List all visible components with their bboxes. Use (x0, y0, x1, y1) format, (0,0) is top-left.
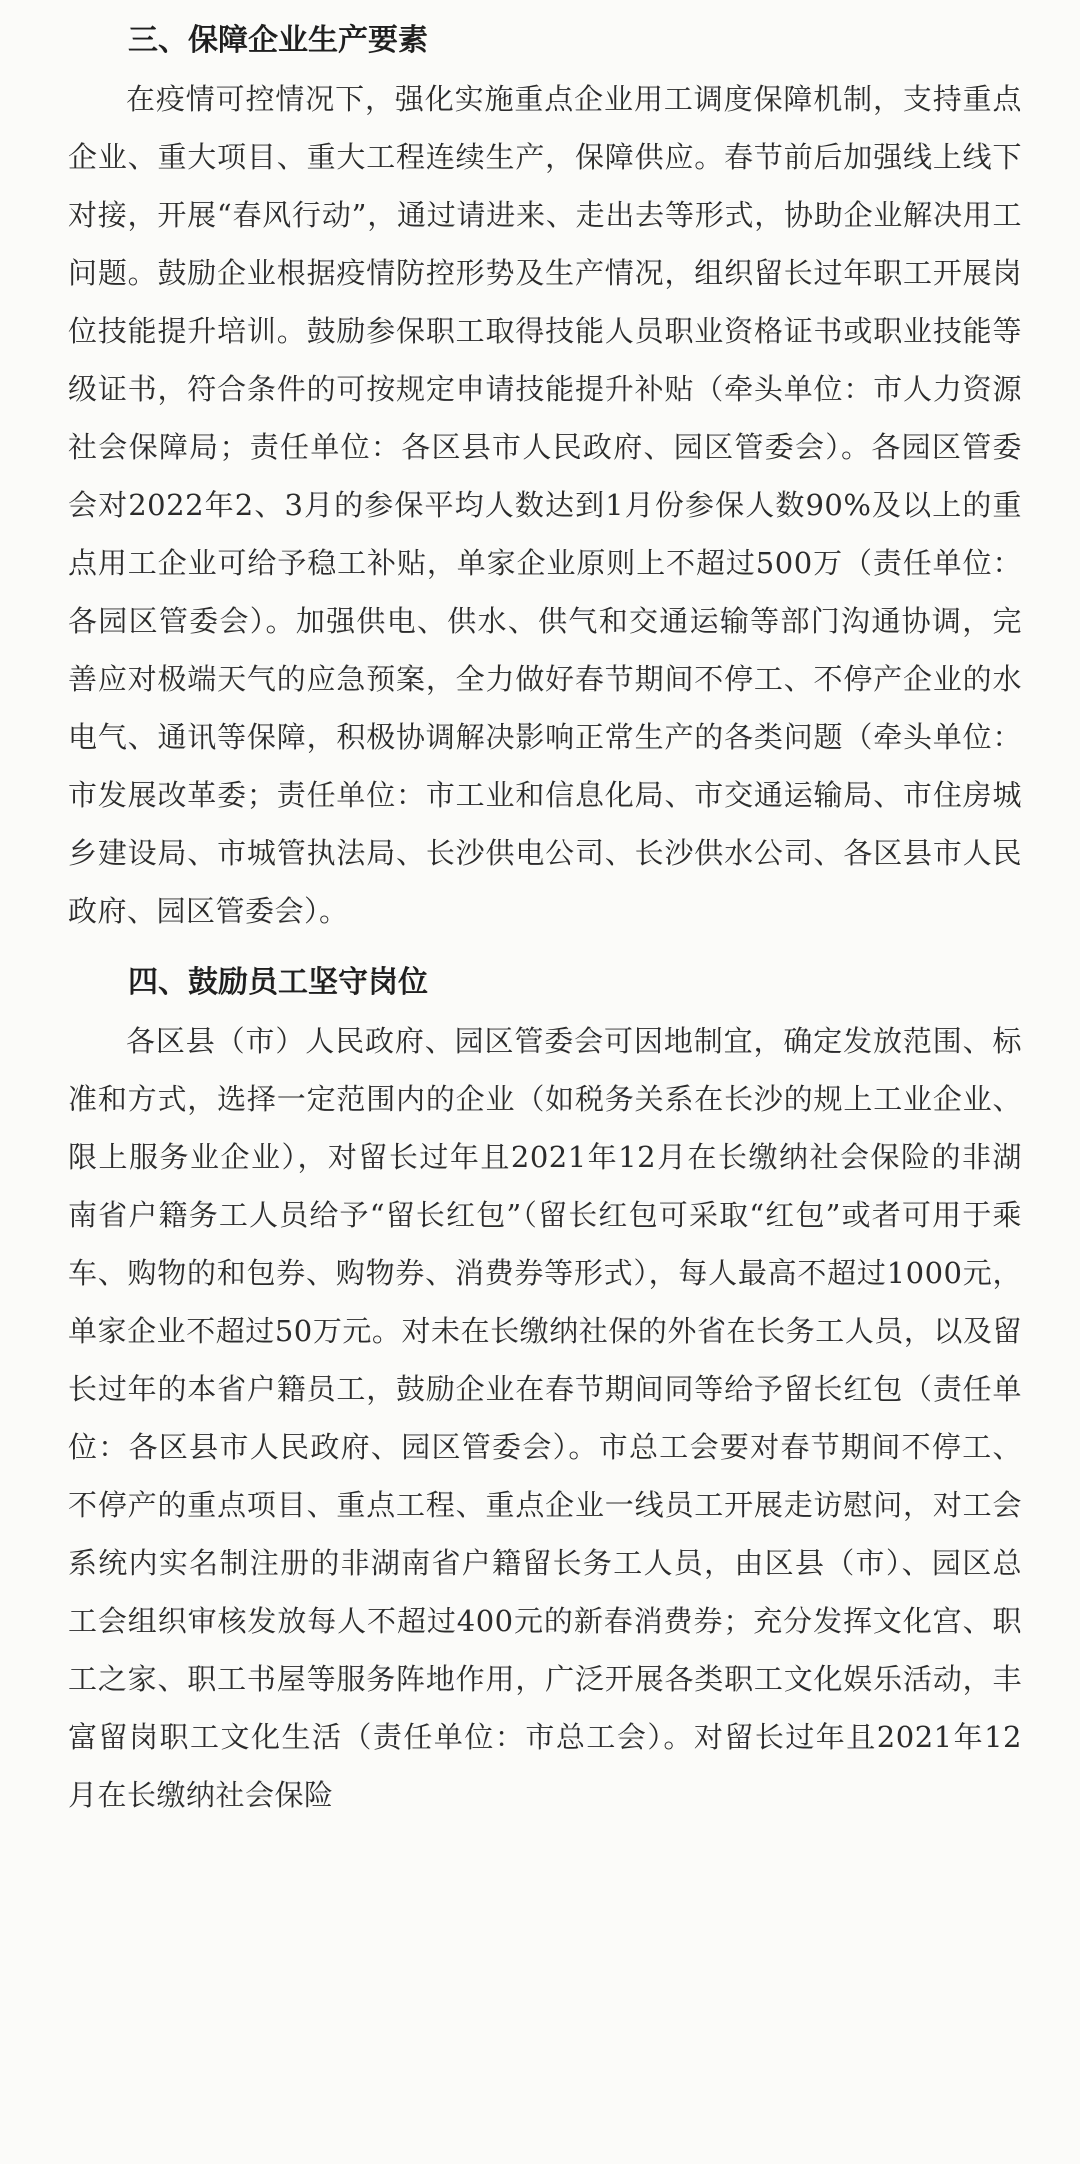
section-heading: 三、保障企业生产要素 (128, 23, 428, 58)
document-page (0, 12, 1080, 2164)
section-paragraph: 各区县（市）人民政府、园区管委会可因地制宜，确定发放范围、标准和方式，选择一定范围内的企业（如税务关系在长沙的规上工业企业、限上服务业企业），对留长过年且2021年12月在长缴纳社会保险的非湖南省户籍务工人员给予“留长红包”（留长红包可采取“红包”或者可用于乘车、购物的和包券、购物券、消费券等形式），每人最高不超过1000元，单家企业不超过50万元。对未在长缴纳社保的外省在长务工人员，以及留长过年的本省户籍员工，鼓励企业在春节期间同等给予留长红包（责任单位：各区县市人民政府、园区管委会）。市总工会要对春节期间不停工、不停产的重点项目、重点工程、重点企业一线员工开展走访慰问，对工会系统内实名制注册的非湖南省户籍留长务工人员，由区县（市）、园区总工会组织审核发放每人不超过400元的新春消费券；充分发挥文化宫、职工之家、职工书屋等服务阵地作用，广泛开展各类职工文化娱乐活动，丰富留岗职工文化生活（责任单位：市总工会）。对留长过年且2021年12月在长缴纳社会保险 (68, 1024, 1022, 1812)
section-encourage-employees (68, 954, 1022, 1824)
section-heading: 四、鼓励员工坚守岗位 (128, 965, 428, 1000)
section-production-factors (68, 12, 1022, 940)
section-paragraph: 在疫情可控情况下，强化实施重点企业用工调度保障机制，支持重点企业、重大项目、重大工程连续生产，保障供应。春节前后加强线上线下对接，开展“春风行动”，通过请进来、走出去等形式，协助企业解决用工问题。鼓励企业根据疫情防控形势及生产情况，组织留长过年职工开展岗位技能提升培训。鼓励参保职工取得技能人员职业资格证书或职业技能等级证书，符合条件的可按规定申请技能提升补贴（牵头单位：市人力资源社会保障局；责任单位：各区县市人民政府、园区管委会）。各园区管委会对2022年2、3月的参保平均人数达到1月份参保人数90%及以上的重点用工企业可给予稳工补贴，单家企业原则上不超过500万（责任单位：各园区管委会）。加强供电、供水、供气和交通运输等部门沟通协调，完善应对极端天气的应急预案，全力做好春节期间不停工、不停产企业的水电气、通讯等保障，积极协调解决影响正常生产的各类问题（牵头单位：市发展改革委；责任单位：市工业和信息化局、市交通运输局、市住房城乡建设局、市城管执法局、长沙供电公司、长沙供水公司、各区县市人民政府、园区管委会）。 (68, 82, 1022, 928)
